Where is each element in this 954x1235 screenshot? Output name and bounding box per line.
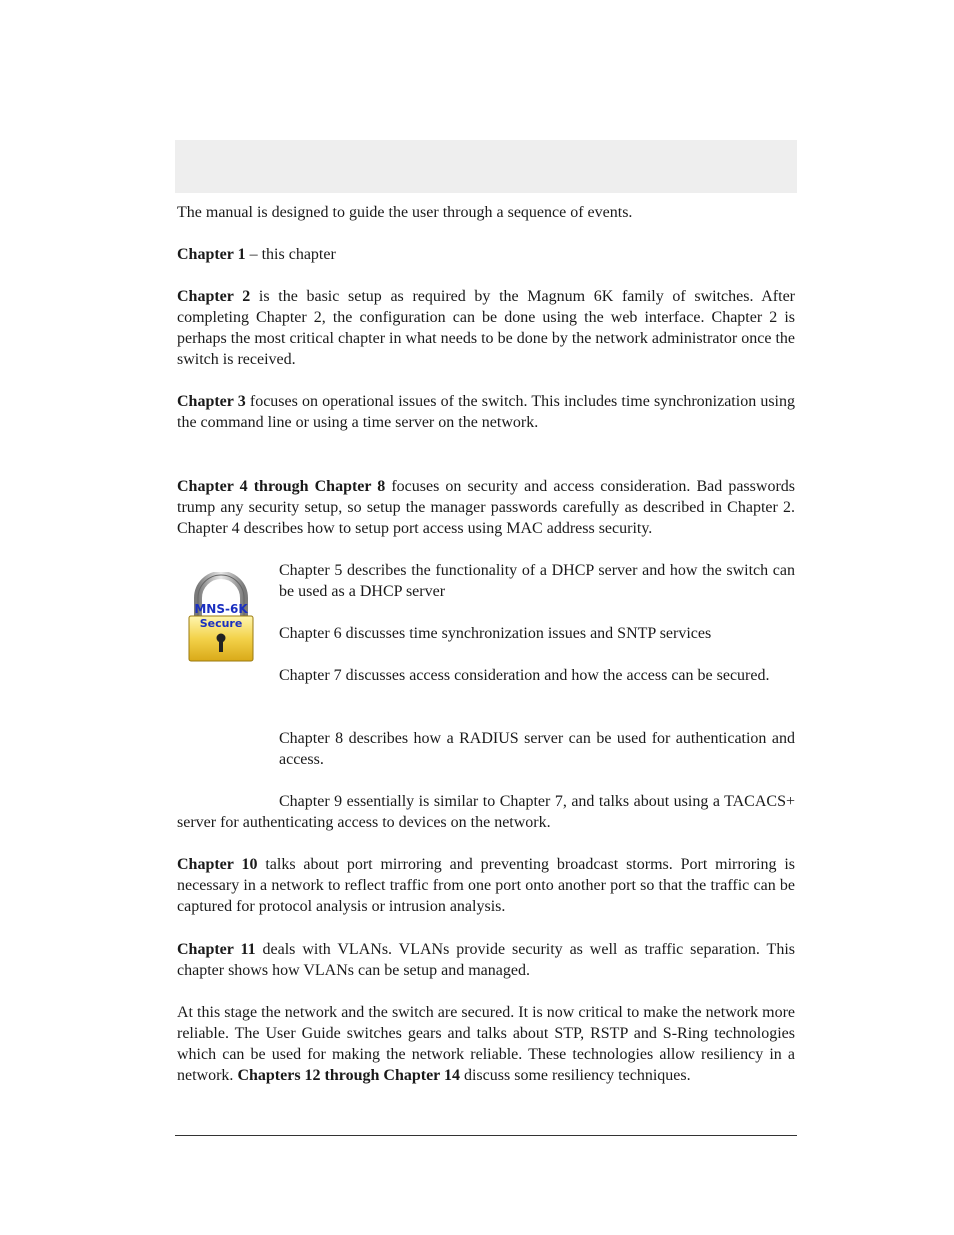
chapter-2-paragraph — [177, 286, 795, 370]
chapter-3-label: Chapter 3 — [177, 393, 246, 410]
chapter-4-8-text: focuses on security and access consideration. Bad passwords trump any security setup, so setup the manager passwords carefully as described in Chapter 2. Chapter 4 describes how to setup port access using MAC address security. — [177, 478, 795, 537]
intro-paragraph — [177, 202, 795, 223]
resiliency-paragraph — [177, 1002, 795, 1086]
chapter-7-text: Chapter 7 discusses access consideration and how the access can be secured. — [279, 667, 770, 684]
chapter-4-8-label: Chapter 4 through Chapter 8 — [177, 478, 386, 495]
chapter-9-text: Chapter 9 essentially is similar to Chapter 7, and talks about using a TACACS+ server for authenticating access to devices on the network. — [177, 793, 795, 831]
chapter-2-text: is the basic setup as required by the Magnum 6K family of switches. After completing Chapter 2, the configuration can be done using the web interface. Chapter 2 is perhaps the most critical chapter in what needs to be done by the network administrator once the switch is received. — [177, 288, 796, 368]
resiliency-intro-text: At this stage the network and the switch are secured. It is now critical to make the network more reliable. The User Guide switches gears and talks about STP, RSTP and S-Ring technologies which can be used for making the network reliable. These technologies allow resiliency in a network. — [177, 1004, 795, 1084]
chapter-7-paragraph — [279, 665, 795, 686]
chapter-1-paragraph — [177, 244, 795, 265]
intro-text: The manual is designed to guide the user through a sequence of events. — [177, 204, 633, 221]
lock-badge-line2: Secure — [199, 617, 243, 630]
resiliency-chapters-label: Chapters 12 through Chapter 14 — [237, 1067, 460, 1084]
chapter-11-label: Chapter 11 — [177, 941, 256, 958]
chapter-4-8-paragraph — [177, 476, 795, 539]
chapter-3-text: focuses on operational issues of the switch. This includes time synchronization using the command line or using a time server on the network. — [177, 393, 796, 431]
chapter-9-paragraph — [177, 791, 795, 833]
chapter-5-text: Chapter 5 describes the functionality of a DHCP server and how the switch can be used as a DHCP server — [279, 562, 795, 600]
chapter-6-paragraph — [279, 623, 795, 644]
header-band — [175, 140, 797, 193]
footer-rule — [175, 1135, 797, 1136]
chapter-5-paragraph — [279, 560, 795, 602]
chapter-8-paragraph — [279, 728, 795, 770]
chapter-1-label: Chapter 1 — [177, 246, 246, 263]
chapter-10-label: Chapter 10 — [177, 856, 258, 873]
chapter-3-paragraph — [177, 391, 795, 433]
chapter-11-paragraph — [177, 939, 795, 981]
chapter-6-text: Chapter 6 discusses time synchronization issues and SNTP services — [279, 625, 712, 642]
resiliency-closing-text: discuss some resiliency techniques. — [459, 1067, 691, 1084]
chapter-10-paragraph — [177, 854, 795, 917]
chapter-2-label: Chapter 2 — [177, 288, 251, 305]
chapter-1-text: – this chapter — [245, 246, 336, 263]
chapter-8-text: Chapter 8 describes how a RADIUS server can be used for authentication and access. — [279, 730, 795, 768]
lock-badge-line1: MNS-6K — [194, 602, 248, 616]
mns-6k-secure-padlock-icon — [186, 572, 256, 664]
chapter-11-text: deals with VLANs. VLANs provide security as well as traffic separation. This chapter shows how VLANs can be setup and managed. — [177, 941, 795, 979]
chapter-10-text: talks about port mirroring and preventing broadcast storms. Port mirroring is necessary in a network to reflect traffic from one port onto another port so that the traffic can be captured for protocol analysis or intrusion analysis. — [177, 856, 796, 915]
